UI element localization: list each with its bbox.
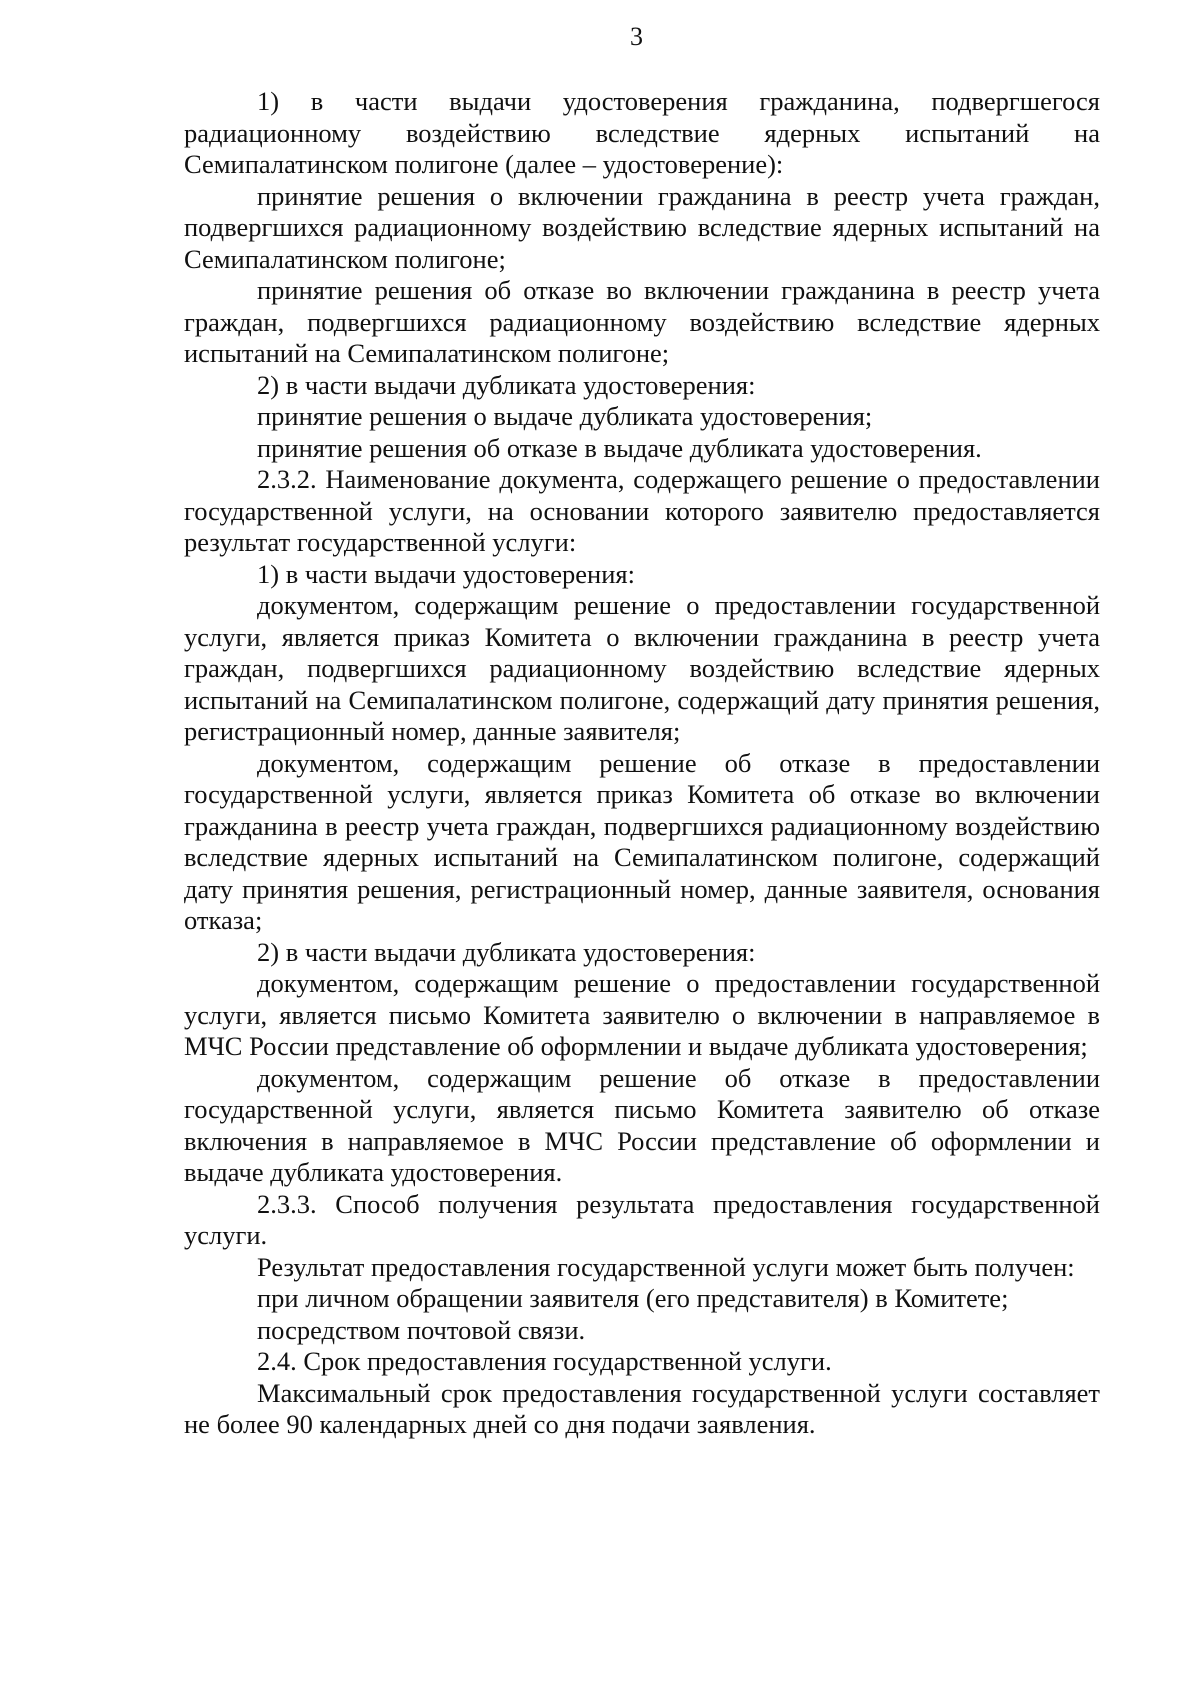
page-number: 3: [630, 22, 643, 51]
paragraph-2: принятие решения о включении гражданина в реестр учета граждан, подвергшихся радиационному воздействию вследствие ядерных испытаний на Семипалатинском полигоне;: [184, 180, 1100, 274]
paragraph-8: 1) в части выдачи удостоверения:: [257, 558, 635, 589]
paragraph-6: принятие решения об отказе в выдаче дубликата удостоверения.: [257, 432, 982, 463]
paragraph-7: 2.3.2. Наименование документа, содержащего решение о предоставлении государственной услуги, на основании которого заявителю предоставляется результат государственной услуги:: [184, 464, 1100, 557]
paragraph-9: документом, содержащим решение о предоставлении государственной услуги, является приказ Комитета о включении гражданина в реестр учета граждан, подвергшихся радиационному воздействию вследствие ядерных испытаний на Семипалатинском полигоне, содержащий дату принятия решения, регистрационный номер, данные заявителя;: [184, 590, 1100, 746]
paragraph-18: 2.4. Срок предоставления государственной услуги.: [257, 1346, 832, 1376]
paragraph-5: принятие решения о выдаче дубликата удостоверения;: [257, 401, 873, 431]
paragraph-4: 2) в части выдачи дубликата удостоверения:: [257, 369, 756, 400]
paragraph-12: документом, содержащим решение о предоставлении государственной услуги, является письмо Комитета заявителю о включении в направляемое в МЧС России представление об оформлении и выдаче дубликата удостоверения;: [184, 968, 1100, 1061]
paragraph-3: принятие решения об отказе во включении гражданина в реестр учета граждан, подвергшихся радиационному воздействию вследствие ядерных испытаний на Семипалатинском полигоне;: [184, 275, 1100, 368]
paragraph-17: посредством почтовой связи.: [257, 1314, 586, 1345]
paragraph-15: Результат предоставления государственной услуги может быть получен:: [257, 1251, 1075, 1282]
paragraph-13: документом, содержащим решение об отказе в предоставлении государственной услуги, является письмо Комитета заявителю об отказе включения в направляемое в МЧС России представление об оформлении и выдаче дубликата удостоверения.: [184, 1062, 1100, 1187]
paragraph-10: документом, содержащим решение об отказе в предоставлении государственной услуги, является приказ Комитета об отказе во включении гражданина в реестр учета граждан, подвергшихся радиационному воздействию вследствие ядерных испытаний на Семипалатинском полигоне, содержащий дату принятия решения, регистрационный номер, данные заявителя, основания отказа;: [184, 747, 1100, 935]
paragraph-19: Максимальный срок предоставления государственной услуги составляет не более 90 календарных дней со дня подачи заявления.: [184, 1377, 1100, 1439]
paragraph-11: 2) в части выдачи дубликата удостоверения:: [257, 936, 756, 967]
paragraph-1: 1) в части выдачи удостоверения гражданина, подвергшегося радиационному воздействию вследствие ядерных испытаний на Семипалатинском полигоне (далее – удостоверение):: [184, 86, 1100, 179]
paragraph-16: при личном обращении заявителя (его представителя) в Комитете;: [257, 1283, 1009, 1313]
paragraph-14: 2.3.3. Способ получения результата предоставления государственной услуги.: [184, 1188, 1100, 1250]
document-body: [184, 86, 1100, 1441]
